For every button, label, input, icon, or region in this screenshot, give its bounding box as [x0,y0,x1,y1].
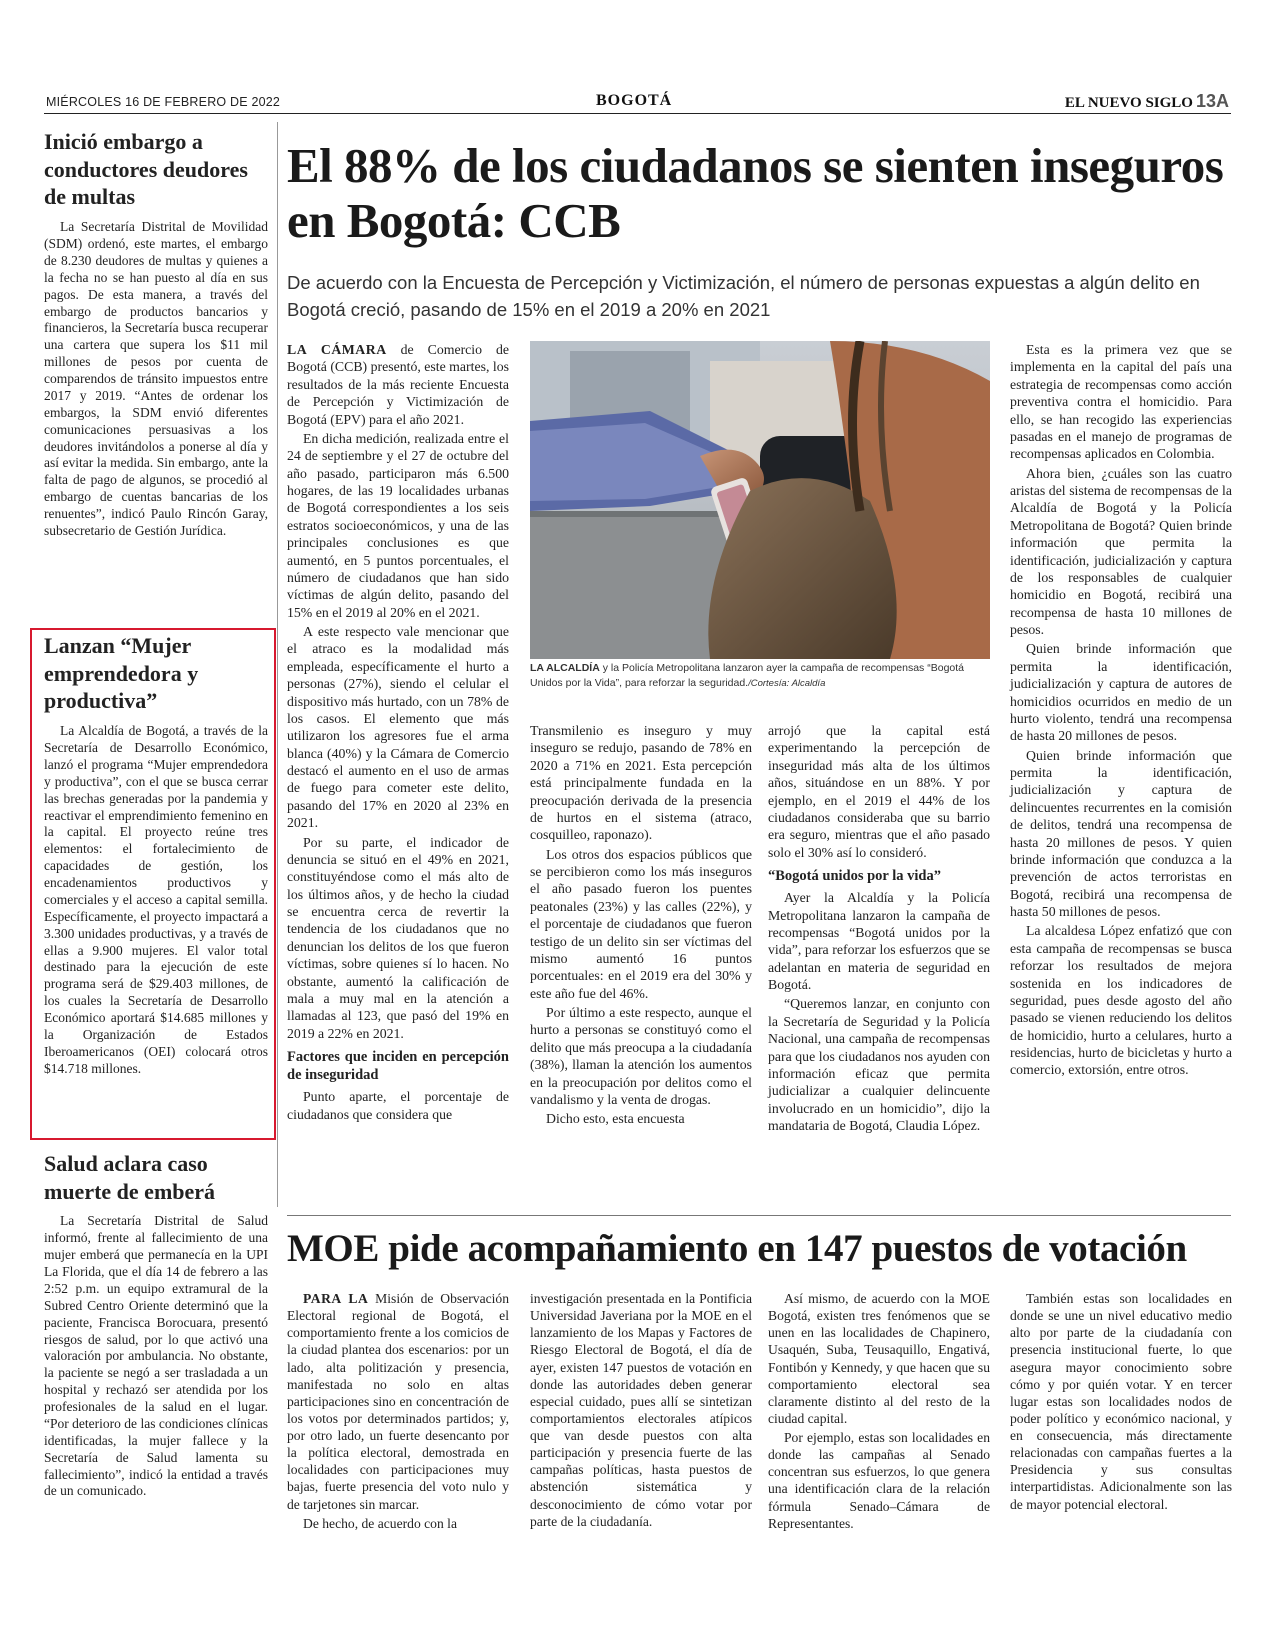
article-photo [530,341,990,659]
paragraph: Ahora bien, ¿cuáles son las cuatro aristas del sistema de recompensas de la Alcaldía de Bogotá y la Policía Metropolitana de Bogotá? Quien brinde información que permita la identificación, judicialización y captura de los responsables de cualquier homicidio en Bogotá, recibirá una recompensa de hasta 10 millones de pesos. [1010,465,1232,637]
sidebar-story-title: Inició embargo a conductores deudores de multas [44,129,248,210]
paragraph-text: de Comercio de Bogotá (CCB) presentó, este martes, los resultados de la más reciente Encuesta de Percepción y Victimización de Bogotá (EPV) para el año 2021. [287,342,509,427]
paragraph: La Secretaría Distrital de Salud informó, frente al fallecimiento de una mujer emberá que permanecía en la UPI La Florida, que el día 14 de febrero a las 2:52 p.m. un equipo extramural de la Subred Centro Oriente determinó que la paciente, Francisca Borocuara, presentó riesgos de salud, por lo que activó una valoración por ambulancia. No obstante, la paciente se negó a ser trasladada a un hospital y rechazó ser atendida por los profesionales de la salud en el lugar. “Por deterioro de las condiciones clínicas identificadas, la mujer fallece y la Secretaría de Salud lamenta su fallecimiento”, indicó la entidad a través de un comunicado. [44,1213,268,1499]
paragraph: investigación presentada en la Pontificia Universidad Javeriana por la MOE en el lanzamiento de los Mapas y Factores de Riesgo Electoral de Bogotá, el día de ayer, existen 147 puestos de votación en donde las autoridades deben generar especial cuidado, pues allí se sintetizan comportamientos electorales atípicos que van desde puestos con alta participación y presencia fuerte de las campañas políticas, hasta puestos de abstención sistemática y desconocimiento de cómo votar por parte de la ciudadanía. [530,1291,752,1529]
paragraph: Por su parte, el indicador de denuncia se situó en el 49% en 2021, constituyéndose como el más alto de los últimos años, y de hecho la ciudad se encuentra cerca de revertir la tendencia de los ciudadanos que no denuncian los delitos de los que fueron víctimas, sobre quienes sí lo hacen. No obstante, aumentó la calificación de mala a muy mal en la atención a llamadas al 123, que pasó del 19% en 2019 a 22% en 2021. [287,834,509,1041]
paragraph: arrojó que la capital está experimentando la percepción de inseguridad más alta de los últimos años, situándose en un 88%. Y por ejemplo, en el 2019 el 44% de los ciudadanos consideraba que su barrio era seguro, mientras que el año pasado solo el 30% así lo consideró. [768,723,990,860]
column-divider [277,122,278,1207]
subheading: Factores que inciden en percepción de inseguridad [287,1049,509,1084]
paragraph: Ayer la Alcaldía y la Policía Metropolitana lanzaron la campaña de recompensas “Bogotá unidos por la vida”, para reforzar los esfuerzos que se adelantan en materia de seguridad en Bogotá. [768,890,990,992]
section-divider [287,1215,1231,1216]
moe-column-1 [287,1290,509,1534]
header-rule [44,113,1231,114]
paragraph: Transmilenio es inseguro y muy inseguro se redujo, pasando de 78% en 2020 a 71% en 2021. Esta percepción está principalmente fundada en la preocupación derivada de la presencia de hurtos en el sistema (atraco, cosquilleo, raponazo). [530,723,752,843]
sidebar-story-embargo [44,128,268,542]
moe-column-4 [1010,1290,1232,1515]
subheading: “Bogotá unidos por la vida” [768,868,941,884]
caption-text: y la Policía Metropolitana lanzaron ayer la campaña de recompensas “Bogotá Unidos por la Vida”, para reforzar la seguridad. [530,662,965,689]
paragraph: También estas son localidades en donde se une un nivel educativo medio alto por parte de la ciudadanía con presencia institucional fuerte, lo que asegura mayor conocimiento sobre cómo y por quién votar. Y en tercer lugar estas son localidades nodos de poder político y económico nacional, y en consecuencia, más directamente relacionadas con campañas fuertes a la Presidencia y sus consultas interpartidistas. Adicionalmente son las de mayor potencial electoral. [1010,1291,1232,1512]
newspaper-brand [1065,92,1229,111]
paragraph: A este respecto vale mencionar que el atraco es la modalidad más empleada, específicamente el hurto a personas (27%), siendo el celular el dispositivo más hurtado, con un 78% de los casos. El elemento que más utilizaron los agresores fue el arma blanca (40%) y la Cámara de Comercio destacó el aumento en el uso de armas de fuego para cometer este delito, pasando del 17% en 2020 al 23% en 2021. [287,624,509,831]
paragraph: “Queremos lanzar, en conjunto con la Secretaría de Seguridad y la Policía Nacional, una campaña de recompensas para que los ciudadanos nos ayuden con información eficaz que permita judicializar a cualquier delincuente involucrado en un homicidio”, dijo la mandataria de Bogotá, Claudia López. [768,996,990,1133]
sidebar-story-salud [44,1150,268,1502]
moe-column-2 [530,1290,752,1532]
paragraph: La Alcaldía de Bogotá, a través de la Secretaría de Desarrollo Económico, lanzó el programa “Mujer emprendedora y productiva”, con el que se busca cerrar las brechas generadas por la pandemia y reactivar el emprendimiento femenino en la capital. El proyecto reúne tres elementos: el fortalecimiento de capacidades de gestión, los encadenamientos productivos y comerciales y el acceso a capital semilla. Específicamente, el proyecto impactará a 3.300 unidades productivas, y a través de ellas a 9.900 mujeres. El valor total destinado para la ejecución de este programa será de $29.403 millones, de los cuales la Secretaría de Desarrollo Económico aportará $14.685 millones y la Organización de Estados Iberoamericanos (OEI) colocará otros $14.718 millones. [44,723,268,1076]
issue-date: MIÉRCOLES 16 DE FEBRERO DE 2022 [46,95,281,109]
paragraph [287,1290,509,1513]
lead-in: LA CÁMARA [287,342,387,357]
paragraph: Por ejemplo, estas son localidades en donde las campañas al Senado concentran sus esfuerzos, lo que genera una identificación clara de la relación fórmula Senado–Cámara de Representantes. [768,1430,990,1531]
main-headline: El 88% de los ciudadanos se sienten inseguros en Bogotá: CCB [287,138,1224,249]
article-column-1 [287,341,509,1125]
paragraph: Quien brinde información que permita la identificación, judicialización y captura de autores de homicidios ocurridos en medio de un hurto violento, tendrá una recompensa de hasta 20 millones de pesos. [1010,641,1232,744]
moe-column-3 [768,1290,990,1534]
paragraph: La alcaldesa López enfatizó que con esta campaña de recompensas se busca reforzar los resultados de mejora sostenida en los indicadores de seguridad, pues desde agosto del año pasado se vienen reduciendo los delitos de homicidio, hurto a celulares, hurto a residencias, hurto de bicicletas y hurto a comercio, extorsión, entre otros. [1010,923,1232,1078]
paragraph: Esta es la primera vez que se implementa en la capital del país una estrategia de recompensas como acción preventiva contra el homicidio. Para ello, se han recogido las experiencias pasadas en el manejo de programas de recompensas aplicados en Colombia. [1010,342,1232,462]
moe-headline: MOE pide acompañamiento en 147 puestos de votación [287,1227,1187,1270]
paragraph: Por último a este respecto, aunque el hurto a personas se constituyó como el delito que más preocupa a la ciudadanía (38%), llaman la atención los aumentos en la preocupación por delitos como el vandalismo y la venta de drogas. [530,1005,752,1107]
paragraph: En dicha medición, realizada entre el 24 de septiembre y el 27 de octubre del año pasado, participaron más 6.500 hogares, de las 19 localidades urbanas de Bogotá correspondientes a los seis estratos socioeconómicos, y una de las principales conclusiones es que aumentó, en 5 puntos porcentuales, el número de ciudadanos que han sido víctimas de algún delito, pasando del 15% en el 2019 al 20% en el 2021. [287,430,509,620]
article-column-4 [1010,341,1232,1081]
paragraph [287,341,509,428]
paragraph: Quien brinde información que permita la identificación, judicialización y captura de delincuentes recurrentes en la comisión de delitos, tendrá una recompensa de hasta 20 millones de pesos. Y quien brinde información que conduzca a la prevención de actos terroristas en Bogotá, recibirá una recompensa de hasta 50 millones de pesos. [1010,747,1232,919]
sidebar-story-body [44,723,268,1077]
paragraph: Los otros dos espacios públicos que se percibieron como los más inseguros el año pasado fueron los puentes peatonales (23%) y las calles (22%), y el porcentaje de ciudadanos que fueron testigo de un delito sin ser víctimas del mismo aumentó 16 puntos porcentuales: en el 2019 era del 30% y este año fue del 46%. [530,846,752,1001]
article-column-2 [530,722,752,1130]
lead-in: PARA LA [303,1291,369,1306]
paragraph: La Secretaría Distrital de Movilidad (SDM) ordenó, este martes, el embargo de 8.230 deudores de multas y quienes a la fecha no se han puesto al día en sus pagos. De esta manera, a través del embargo de productos bancarios y financieros, la Secretaría busca recuperar una cartera que supera los $11 mil millones de pesos por cuenta de comparendos de tránsito impuestos entre 2017 y 2019. “Antes de ordenar los embargos, la SDM envió diferentes comunicaciones persuasivas a los deudores invitándolos a ponerse al día y así evitar la medida. Sin embargo, ante la falta de pago de algunos, se procedió al embargo de cuentas bancarias de los renuentes”, indicó Paulo Rincón Garay, subsecretario de Gestión Jurídica. [44,219,268,538]
sidebar-story-title: Lanzan “Mujer emprendedora y productiva” [44,633,199,714]
sidebar-story-title: Salud aclara caso muerte de emberá [44,1151,216,1204]
caption-lead: LA ALCALDÍA [530,662,600,674]
paragraph: Así mismo, de acuerdo con la MOE Bogotá, existen tres fenómenos que se unen en las localidades de Chapinero, Usaquén, Suba, Teusaquillo, Engativá, Fontibón y Kennedy, y que hacen que su comportamiento electoral sea claramente distinto al del resto de la ciudad capital. [768,1291,990,1426]
sidebar-story-mujer [44,632,268,1080]
paragraph: De hecho, de acuerdo con la [303,1515,457,1531]
photo-caption [530,661,990,690]
paragraph: Punto aparte, el porcentaje de ciudadanos que considera que [287,1089,509,1122]
section-name: BOGOTÁ [596,92,673,109]
brand-name: EL NUEVO SIGLO [1064,95,1193,111]
article-column-3 [768,722,990,1136]
paragraph-text: Misión de Observación Electoral regional de Bogotá, el comportamiento frente a los comicios de la ciudad plantea dos escenarios: por un lado, alta politización y presencia, manifestada no solo en altas participaciones sino en concentración de los votos por determinados partidos; y, por otro lado, un fuerte desencanto por la política electoral, demostrada en localidades con participaciones muy bajas, fuerte presencia del voto nulo y de tarjetones sin marcar. [287,1291,510,1512]
sidebar-story-body [44,219,268,540]
page-number: 13A [1195,91,1229,111]
photo-credit: /Cortesía: Alcaldía [748,677,826,689]
main-subheadline: De acuerdo con la Encuesta de Percepción y Victimización, el número de personas expuestas a algún delito en Bogotá creció, pasando de 15% en el 2019 a 20% en 2021 [287,272,1200,320]
photo-hand-phone-bag [530,341,990,659]
paragraph: Dicho esto, esta encuesta [546,1111,685,1127]
sidebar-story-body [44,1213,268,1500]
